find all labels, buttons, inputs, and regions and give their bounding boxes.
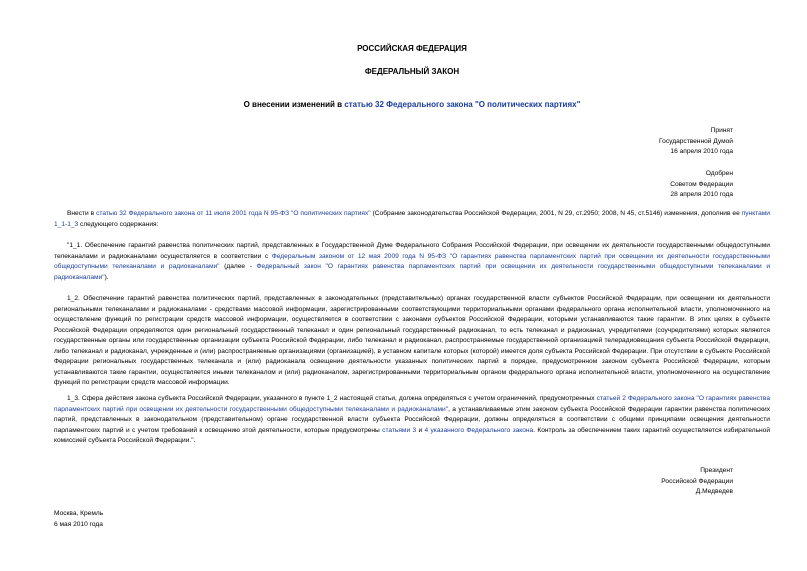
p3-text-1: 1_3. Сфера действия закона субъекта Российской Федерации, указанного в пункте 1_2 настоящей статьи, должна определяться с учетом ограничений, предусмотренных [67,395,597,402]
signature-title: Президент [700,467,733,474]
article-4-link[interactable]: 4 указанного Федерального закона [424,426,534,434]
p3-text-3: и [416,426,425,434]
law-95fz-link[interactable]: Федеральным законом от 12 мая 2009 года N 95-ФЗ "О гарантиях равенства парламентских партий при освещении их деятельности государственными общедоступными телеканалами и радиоканалами" [54,252,770,270]
paragraph-1-2 [54,294,770,389]
place: Москва, Кремль [54,510,104,517]
intro-text-2: (Собрание законодательства Российской Федерации, 2001, N 29, ст.2950; 2008, N 45, ст.5146) изменения, дополнив ее [370,210,742,217]
date: 6 мая 2010 года [54,520,103,528]
adopted-label: Принят [710,127,733,134]
paragraph-1-3 [54,394,770,447]
article-2-link[interactable]: статьей 2 Федерального закона "О гарантиях равенства парламентских партий при освещении их деятельности государственными общедоступными телеканалами и радиоканалами" [54,395,770,413]
adopted-date: 16 апреля 2010 года [670,148,733,155]
intro-text-1: Внести в [67,210,97,217]
article-32-link[interactable]: статью 32 Федерального закона от 11 июля 2001 года N 95-ФЗ "О политических партиях" [96,210,371,217]
p2-text: 1_2. Обеспечение гарантий равенства политических партий, представленных в законодательных (представительных) органах государственной власти субъектов Российской Федерации, при освещении их деятельности региональными телеканалами и радиоканалами - средствами массовой информации, зарегистрированными соответствующими территориальными органами федерального органа исполнительной власти, уполномоченного на осуществление функций по регистрации средств массовой информации, осуществляется в соответствии с законами субъектов Российской Федерации, которыми устанавливаются такие гарантии. В этих целях в субъекте Российской Федерации определяются один региональный государственный телеканал и один региональный государственный радиоканал, то есть телеканал и радиоканал, учредителями (соучредителями) которых являются государственные органы или государственные организации субъекта Российской Федерации, либо телеканал и радиоканал, распространяемые государственной организацией телерадиовещания субъекта Российской Федерации, либо телеканал и радиоканал, учрежденные и (или) распространяемые организациями (организацией), в уставном капитале которых (которой) имеется доля субъекта Российской Федерации. При отсутствии в субъекте Российской Федерации региональных государственных телеканала и (или) радиоканала освещение деятельности указанных политических партий в порядке, предусмотренном законом субъекта Российской Федерации, которым устанавливаются такие гарантии, осуществляется иными телеканалом и (или) радиоканалом, зарегистрированными территориальным органом федерального органа исполнительной власти, уполномоченного на осуществление функций по регистрации средств массовой информации. [54,295,770,386]
place-date-block [54,509,103,530]
approved-body: Советом Федерации [670,180,733,188]
intro-paragraph [54,209,770,230]
signature-block [661,466,733,498]
articles-3-link[interactable]: статьями 3 [382,426,417,434]
signature-country: Российской Федерации [661,477,733,485]
intro-text-3: следующего содержания: [78,220,159,228]
law-type-heading: ФЕДЕРАЛЬНЫЙ ЗАКОН [364,67,460,76]
approved-label: Одобрен [705,170,733,177]
law-guarantees-link[interactable]: Федеральный закон "О гарантиях равенства парламентских партий при освещении их деятельности государственными общедоступными телеканалами и радиоканалами" [54,263,771,281]
points-link[interactable]: пунктами 1_1-1_3 [54,210,770,228]
signature-name: Д.Медведев [695,488,733,495]
paragraph-1-1 [54,241,770,283]
law-title-link[interactable]: статью 32 Федерального закона "О политических партиях" [344,100,581,109]
law-title [54,100,770,111]
p3-text-2: , а устанавливаемые этим законом субъекта Российской Федерации гарантии равенства политических партий, представленных в законодательном (представительном) органе государственной власти субъекта Российской Федерации, должны определяться в соответствии с общими принципами освещения деятельности парламентских партий и с учетом требований к освещению этой деятельности, которые предусмотрены [54,405,770,434]
p3-text-4: . Контроль за обеспечением таких гарантий осуществляется избирательной комиссией субъекта Российской Федерации.". [54,426,771,444]
federation-heading: РОССИЙСКАЯ ФЕДЕРАЦИЯ [357,44,467,53]
law-title-prefix: О внесении изменений в [243,100,345,109]
adopted-block [659,126,733,158]
approved-date: 28 апреля 2010 года [670,191,733,198]
approved-block [670,169,733,201]
p1-text-1: "1_1. Обеспечение гарантий равенства политических партий, представленных в Государственной Думе Федерального Собрания Российской Федерации, при освещении их деятельности государственными общедоступными телеканалами и радиоканалами осуществляется в соответствии с [54,242,770,260]
adopted-body: Государственной Думой [659,137,733,145]
p1-text-2: (далее - [219,263,257,270]
p1-text-3: ). [104,273,109,281]
